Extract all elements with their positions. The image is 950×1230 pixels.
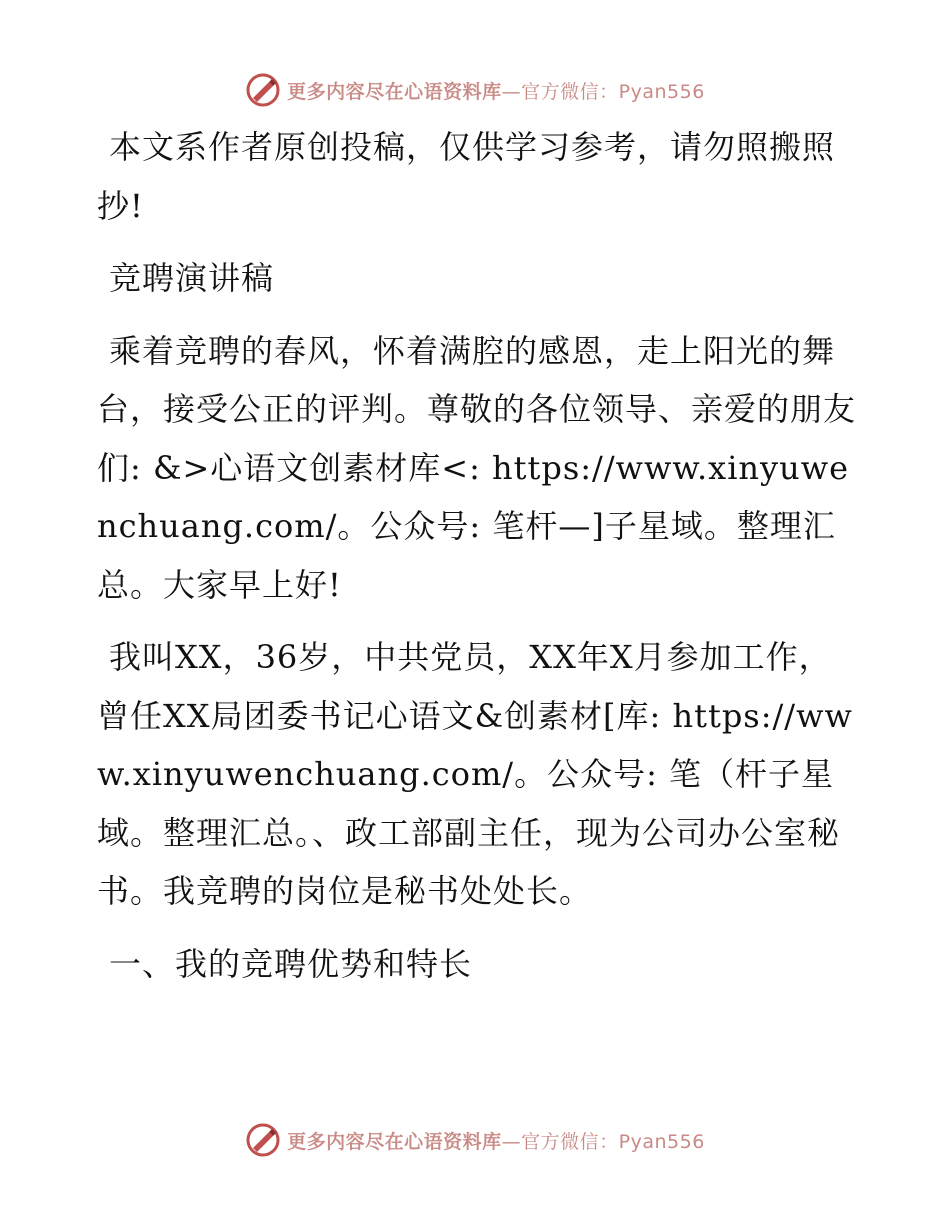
- watermark-text: [287, 1127, 705, 1154]
- disclaimer-text: 本文系作者原创投稿，仅供学习参考，请勿照搬照抄!: [97, 128, 836, 225]
- pen-logo-icon: [245, 72, 281, 108]
- document-body: [97, 118, 857, 993]
- watermark-main-text: 更多内容尽在心语资料库: [287, 80, 502, 103]
- pen-logo-icon: [245, 1122, 281, 1158]
- section-heading: 一、我的竞聘优势和特长: [109, 944, 473, 983]
- paragraph-greeting: 乘着竞聘的春风，怀着满腔的感恩，走上阳光的舞台，接受公正的评判。尊敬的各位领导、亲爱的朋友们: &>心语文创素材库<: https://www.xinyuwenchuang.com/。公众号: 笔杆—]子星域。整理汇总。大家早上好!: [97, 331, 857, 604]
- watermark-separator: —: [501, 80, 522, 103]
- watermark-suffix-text: 官方微信：Pyan556: [521, 80, 705, 103]
- paragraph-self-introduction: 我叫XX，36岁，中共党员，XX年X月参加工作，曾任XX局团委书记心语文&创素材[库: https://www.xinyuwenchuang.com/。公众号: 笔（杆子星域。整理汇总。、政工部副主任，现为公司办公室秘书。我竞聘的岗位是秘书处处长。: [97, 638, 853, 910]
- document-title: 竞聘演讲稿: [109, 259, 275, 297]
- watermark-main-text: 更多内容尽在心语资料库: [287, 1130, 502, 1153]
- footer-watermark: [0, 1120, 950, 1160]
- watermark-text: [287, 77, 705, 104]
- header-watermark: [0, 70, 950, 110]
- watermark-separator: —: [501, 1130, 522, 1153]
- watermark-suffix-text: 官方微信：Pyan556: [521, 1130, 705, 1153]
